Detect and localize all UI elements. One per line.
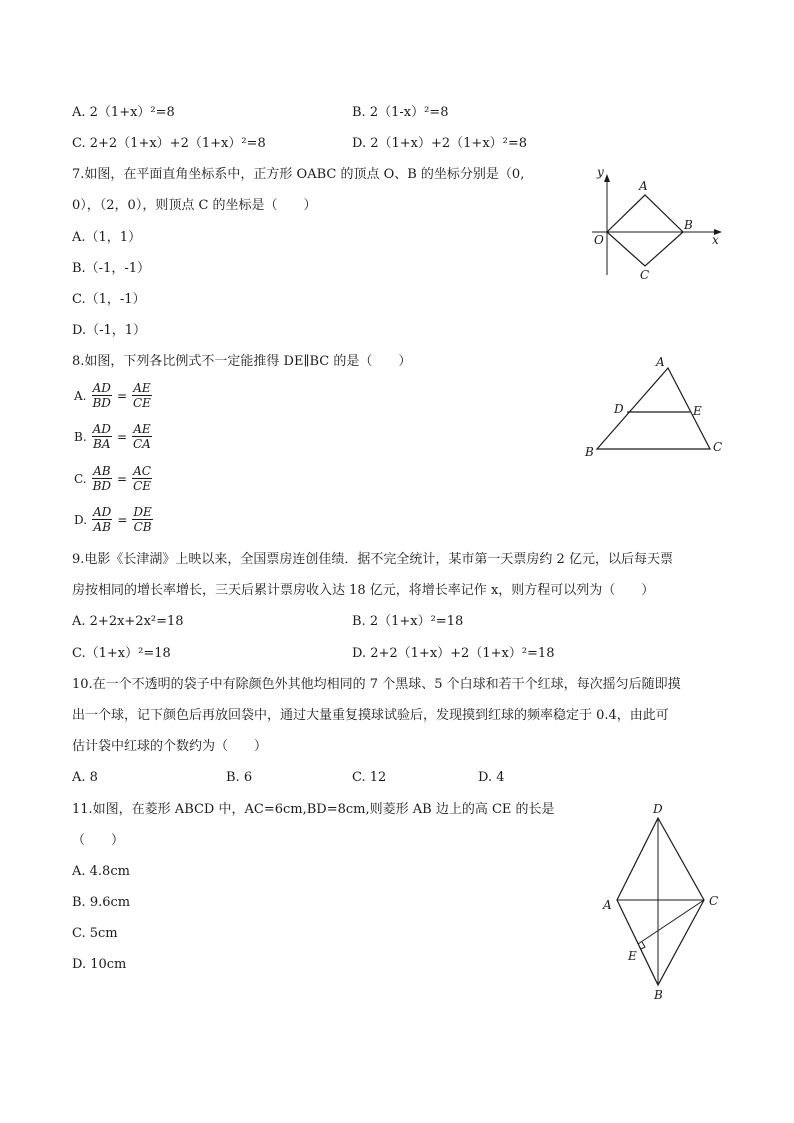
q7-label-b: B [684,218,693,232]
q6-option-d: D. 2（1+x）+2（1+x）²=8 [352,136,528,151]
q9-option-d: D. 2+2（1+x）+2（1+x）²=18 [352,646,555,661]
q10-option-d: D. 4 [478,770,505,785]
fraction-numerator: AD [92,422,111,436]
q11-label-c: C [709,894,719,908]
q7-stem-line2: 0），（2，0），则顶点 C 的坐标是（ ） [72,198,317,213]
fraction-denominator: CA [133,437,151,451]
q8-label-d: D [614,402,624,416]
q6-option-c: C. 2+2（1+x）+2（1+x）²=8 [72,136,266,151]
q11-option-c: C. 5cm [72,926,118,941]
q7-stem-line1: 7.如图，在平面直角坐标系中，正方形 OABC 的顶点 O、B 的坐标分别是（0, [72,167,525,182]
q6-option-a: A. 2（1+x）²=8 [72,105,175,120]
fraction-denominator: CE [133,479,152,493]
q11-stem-line2: （ ） [72,833,125,848]
equals-sign: = [116,429,127,444]
fraction-numerator: AD [92,381,111,395]
q9-option-b: B. 2（1+x）²=18 [352,614,464,629]
q11-label-a: A [603,898,612,912]
q8-stem: 8.如图，下列各比例式不一定能推得 DE∥BC 的是（ ） [72,354,412,369]
q9-option-c: C.（1+x）²=18 [72,646,171,661]
q7-label-x: x [712,233,719,247]
q10-stem-line1: 10.在一个不透明的袋子中有除颜色外其他均相同的 7 个黑球、5 个白球和若干个红球，每次摇匀后随即摸 [72,677,681,692]
q8-option-label: A. [74,388,87,403]
q8-option-label: C. [74,471,87,486]
q10-stem-line3: 估计袋中红球的个数约为（ ） [72,739,268,754]
q9-stem-line2: 房按相同的增长率增长，三天后累计票房收入达 18 亿元，将增长率记作 x，则方程可以列为（ ） [72,583,655,598]
fraction-denominator: BA [93,437,111,451]
equals-sign: = [117,471,128,486]
q7-label-a: A [639,179,648,193]
fraction-denominator: CE [133,396,151,410]
q11-stem-line1: 11.如图，在菱形 ABCD 中，AC=6cm,BD=8cm,则菱形 AB 边上的高 CE 的长是 [72,802,555,817]
fraction-numerator: AE [133,381,151,395]
q11-right-angle-mark [641,942,645,949]
q8-label-a: A [656,355,665,369]
q7-label-o: O [594,233,604,247]
equals-sign: = [117,512,128,527]
q7-label-y: y [597,165,604,179]
q10-stem-line2: 出一个球，记下颜色后再放回袋中，通过大量重复摸球试验后，发现摸到红球的频率稳定于 0.4，由此可 [72,708,669,723]
q11-label-b: B [654,988,663,1002]
q10-option-b: B. 6 [226,770,253,785]
q8-label-c: C [713,440,723,454]
q8-label-b: B [585,445,594,459]
fraction-numerator: DE [133,505,152,519]
fraction-numerator: AB [93,464,111,478]
q7-option-c: C.（1，-1） [72,292,146,307]
q11-option-a: A. 4.8cm [72,864,130,879]
q8-option-label: D. [74,512,88,527]
fraction-denominator: BD [92,396,111,410]
q11-label-e: E [628,949,637,963]
fraction-denominator: BD [92,479,112,493]
q9-stem-line1: 9.电影《长津湖》上映以来，全国票房连创佳绩．据不完全统计，某市第一天票房约 2 亿元，以后每天票 [72,552,673,567]
q11-label-d: D [653,802,663,816]
fraction-numerator: AC [133,464,151,478]
q7-label-c: C [640,268,650,282]
fraction-numerator: AE [133,422,151,436]
q7-option-d: D.（-1，1） [72,323,147,338]
q8-option-label: B. [74,429,87,444]
q11-altitude-ce [638,900,704,944]
q7-option-a: A.（1，1） [72,230,142,245]
q9-option-a: A. 2+2x+2x²=18 [72,614,184,629]
q11-option-b: B. 9.6cm [72,895,131,910]
q11-option-d: D. 10cm [72,957,127,972]
q6-option-b: B. 2（1-x）²=8 [352,105,449,120]
q10-option-a: A. 8 [72,770,98,785]
fraction-denominator: CB [133,520,152,534]
fraction-denominator: AB [93,520,111,534]
equals-sign: = [116,388,127,403]
q8-label-e: E [693,404,702,418]
q10-option-c: C. 12 [352,770,387,785]
q7-option-b: B.（-1，-1） [72,261,151,276]
fraction-numerator: AD [93,505,112,519]
